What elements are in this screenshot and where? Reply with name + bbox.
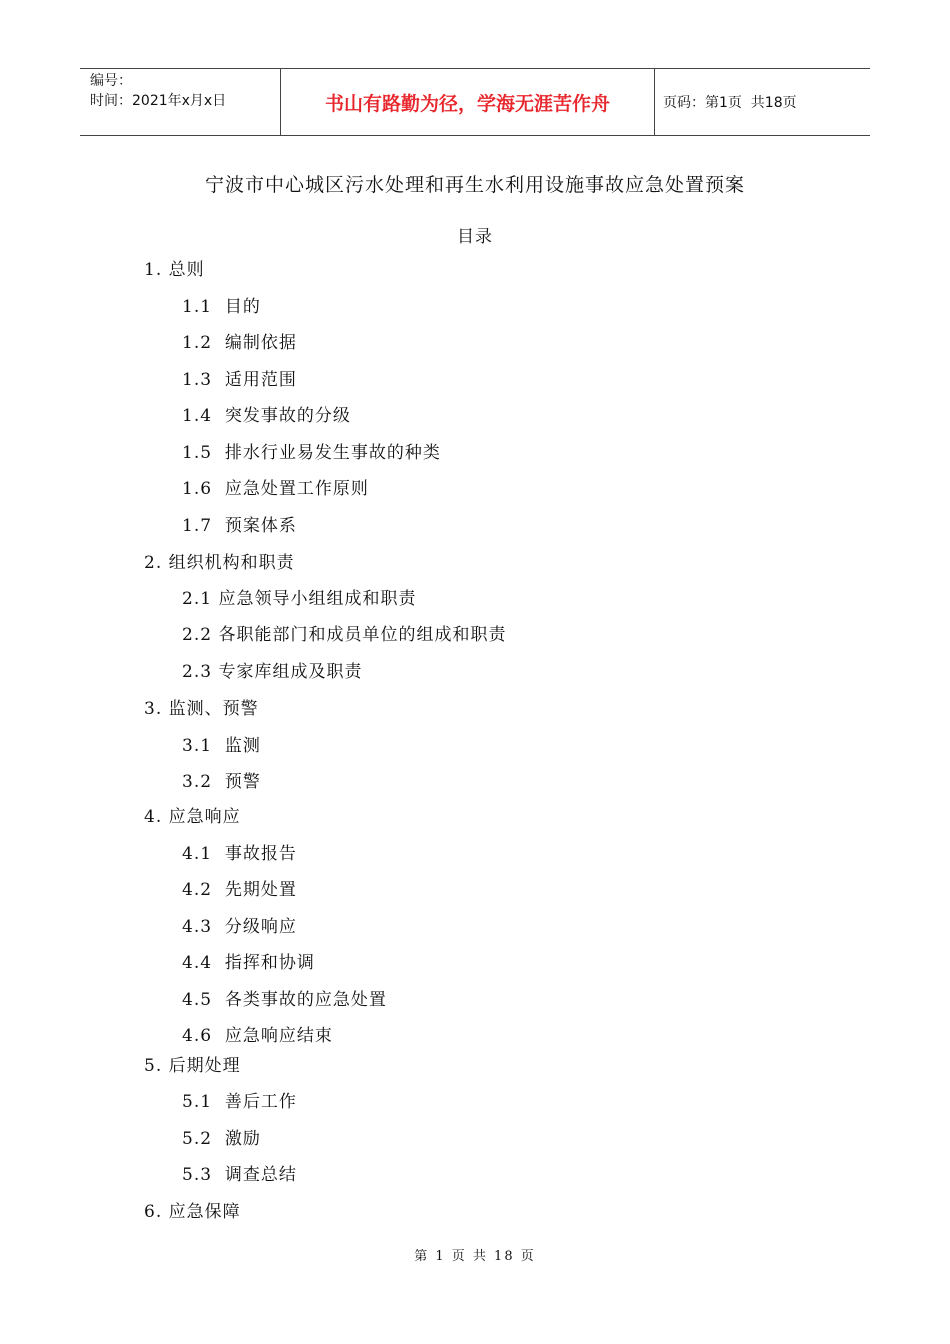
toc-subsection: 3.1 监测: [182, 736, 261, 756]
toc-subsection: 1.7 预案体系: [182, 516, 297, 536]
toc-section: 4. 应急响应: [144, 807, 241, 827]
toc-subsection: 5.1 善后工作: [182, 1092, 297, 1112]
toc-subsection: 1.6 应急处置工作原则: [182, 479, 369, 499]
toc-section: 2. 组织机构和职责: [144, 553, 295, 573]
header-meta: [80, 69, 281, 135]
toc-subsection: 4.4 指挥和协调: [182, 953, 315, 973]
header-motto: 书山有路勤为径，学海无涯苦作舟: [281, 69, 655, 135]
toc-subsection: 4.6 应急响应结束: [182, 1026, 333, 1046]
toc-subsection: 5.2 激励: [182, 1129, 261, 1149]
document-title: 宁波市中心城区污水处理和再生水利用设施事故应急处置预案: [204, 174, 745, 196]
toc-subsection: 1.2 编制依据: [182, 333, 297, 353]
toc-heading: 目录: [457, 227, 493, 247]
toc-subsection: 2.1 应急领导小组组成和职责: [182, 589, 417, 609]
page-header: [80, 68, 870, 136]
toc-section: 6. 应急保障: [144, 1202, 241, 1222]
toc-subsection: 2.2 各职能部门和成员单位的组成和职责: [182, 625, 507, 645]
toc-subsection: 4.2 先期处置: [182, 880, 297, 900]
header-page-info: [655, 69, 870, 135]
toc-section: 1. 总则: [144, 260, 205, 280]
toc-subsection: 5.3 调查总结: [182, 1165, 297, 1185]
header-page-info-text: 页码：第1页 共18页: [663, 95, 797, 111]
toc-section: 5. 后期处理: [144, 1056, 241, 1076]
toc-subsection: 2.3 专家库组成及职责: [182, 662, 363, 682]
toc-subsection: 1.5 排水行业易发生事故的种类: [182, 443, 441, 463]
toc-subsection: 1.3 适用范围: [182, 370, 297, 390]
toc-section: 3. 监测、预警: [144, 699, 259, 719]
toc-subsection: 4.3 分级响应: [182, 917, 297, 937]
document-number-label: 编号：: [90, 73, 132, 89]
document-time-label: 时间：2021年x月x日: [90, 93, 227, 109]
toc-subsection: 4.1 事故报告: [182, 844, 297, 864]
toc-subsection: 1.1 目的: [182, 297, 261, 317]
toc-subsection: 3.2 预警: [182, 772, 261, 792]
page-footer: 第 1 页 共 18 页: [414, 1249, 536, 1264]
toc-subsection: 1.4 突发事故的分级: [182, 406, 351, 426]
toc-subsection: 4.5 各类事故的应急处置: [182, 990, 387, 1010]
